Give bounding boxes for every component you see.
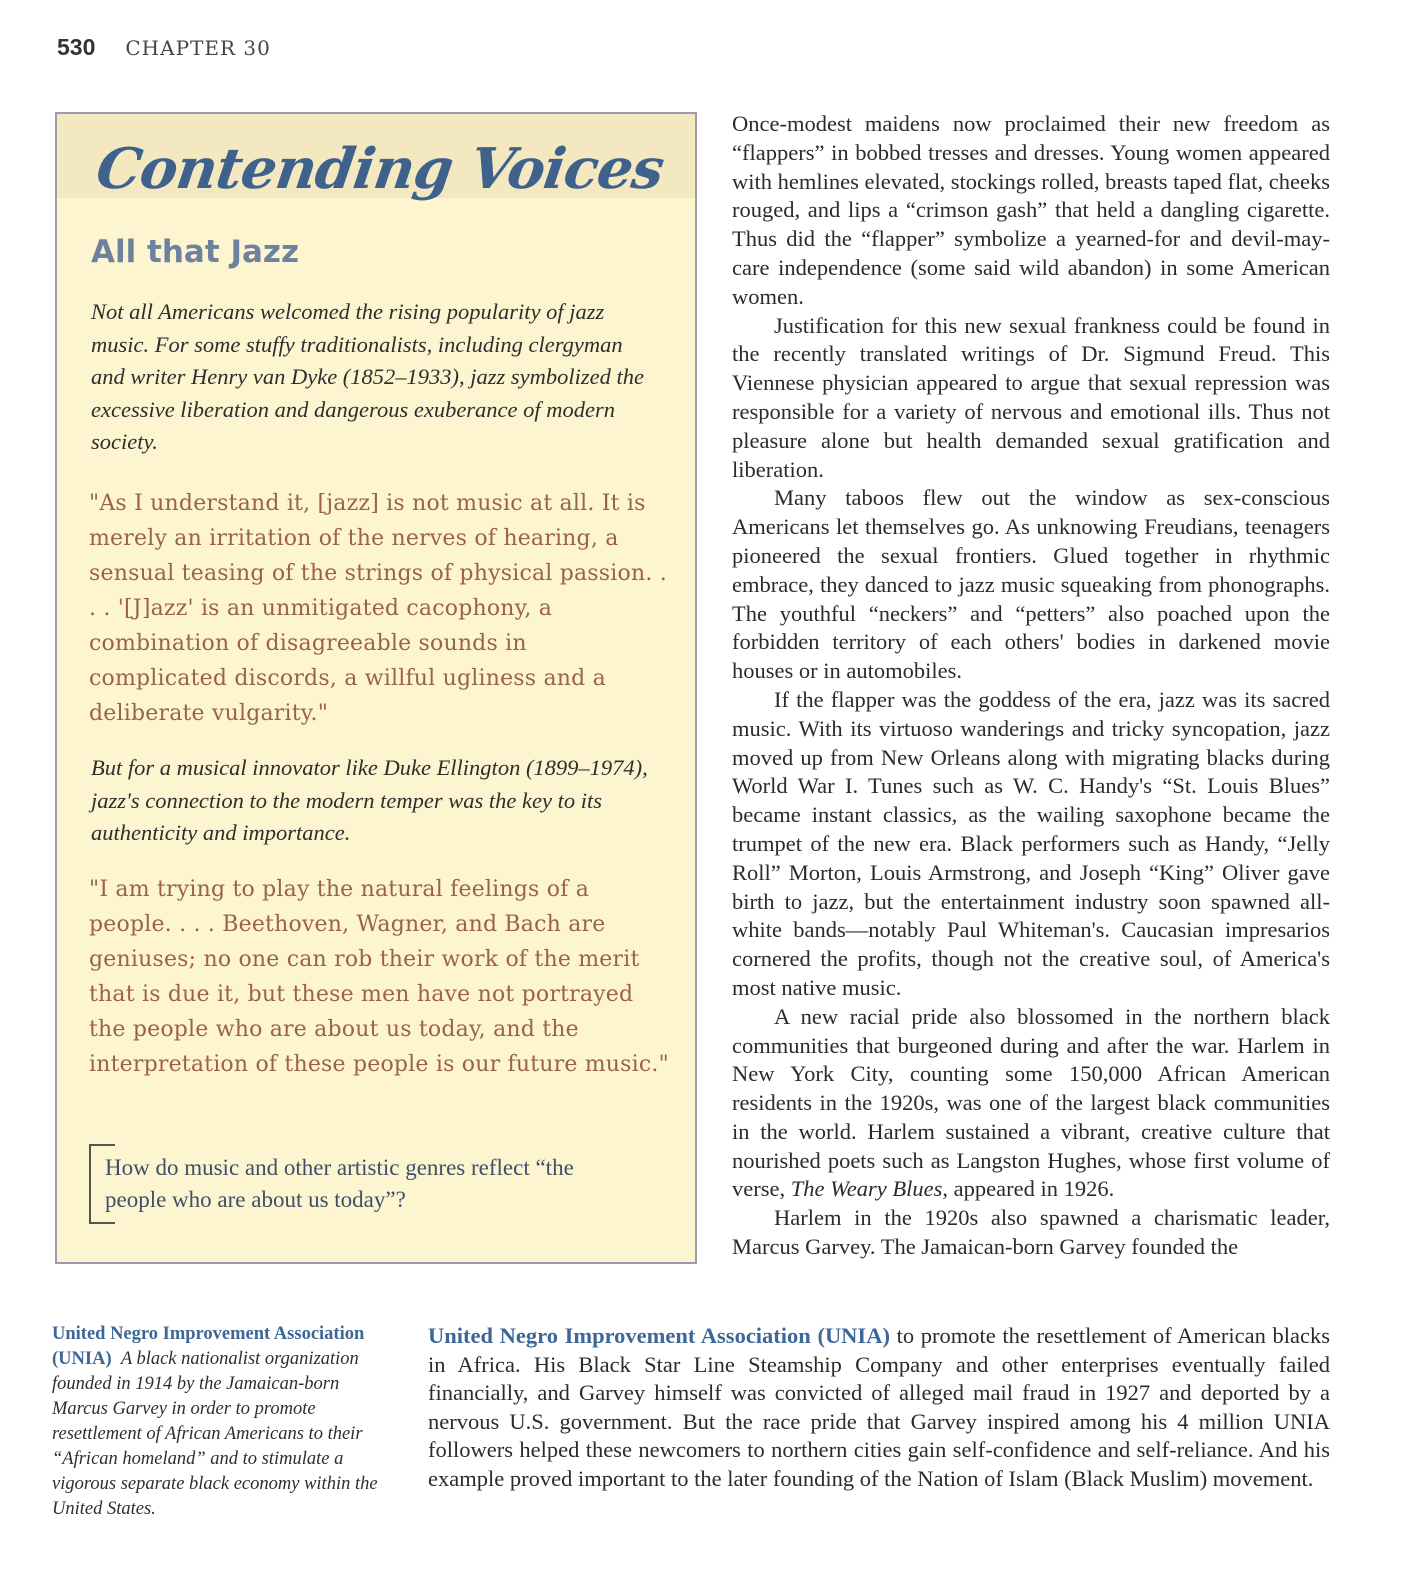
glossary-term: United Negro Improvement Association (UNIA)	[52, 1324, 365, 1369]
glossary-definition: A black nationalist organization founded in 1914 by the Jamaican-born Marcus Garvey in order to promote resettlement of African Americans to their “African homeland” and to stimulate a vigorous separate black economy within the United States.	[52, 1349, 378, 1519]
main-text-wide	[428, 1322, 1330, 1493]
main-text-column	[732, 110, 1330, 1262]
paragraph-taboos: Many taboos flew out the window as sex-conscious Americans let themselves go. As unknowing Freudians, teenagers pioneered the sexual frontiers. Glued together in rhythmic embrace, they danced to jazz music squeaking from phonographs. The youthful “neckers” and “petters” also poached upon the forbidden territory of each others' bodies in darkened movie houses or in automobiles.	[732, 485, 1330, 684]
paragraph-freud: Justification for this new sexual frankness could be found in the recently translated writings of Dr. Sigmund Freud. This Viennese physician appeared to argue that sexual repression was responsible for a variety of nervous and emotional ills. Thus not pleasure alone but health demanded sexual gratification and liberation.	[732, 312, 1330, 482]
running-head	[57, 34, 271, 61]
harlem-text-tail: , appeared in 1926.	[942, 1176, 1115, 1202]
feature-subtitle: All that Jazz	[91, 234, 299, 270]
van-dyke-quote: "As I understand it, [jazz] is not music at all. It is merely an irritation of the nerves of hearing, a sensual teasing of the strings of physical passion. . . . '[J]azz' is an unmitigated cacophony, a combination of disagreeable sounds in complicated discords, a willful ugliness and a deliberate vulgarity."	[89, 491, 667, 726]
harlem-text: A new racial pride also blossomed in the northern black communities that burgeoned during and after the war. Harlem in New York City, counting some 150,000 African American residents in the 1920s, was one of the largest black communities in the world. Harlem sustained a vibrant, creative culture that nourished poets such as Langston Hughes, whose first volume of verse,	[732, 1003, 1330, 1202]
paragraph-garvey: Harlem in the 1920s also spawned a charismatic leader, Marcus Garvey. The Jamaican-born Garvey founded the	[732, 1205, 1330, 1260]
weary-blues-title: The Weary Blues	[790, 1176, 943, 1202]
paragraph-harlem	[732, 1003, 1330, 1205]
feature-title: Contending Voices	[92, 136, 668, 202]
feature-intro: Not all Americans welcomed the rising popularity of jazz music. For some stuffy traditionalists, including clergyman and writer Henry van Dyke (1852–1933), jazz symbolized the excessive liberation and dangerous exuberance of modern society.	[91, 299, 645, 454]
paragraph-jazz: If the flapper was the goddess of the era, jazz was its sacred music. With its virtuoso wanderings and tricky syncopation, jazz moved up from New Orleans along with migrating blacks during World War I. Tunes such as W. C. Handy's “St. Louis Blues” became instant classics, as the wailing saxophone became the trumpet of the new era. Black performers such as Handy, “Jelly Roll” Morton, Louis Armstrong, and Joseph “King” Oliver gave birth to jazz, but the entertainment industry soon spawned all-white bands—notably Paul Whiteman's. Caucasian impresarios cornered the profits, though not the creative soul, of America's most native music.	[732, 686, 1330, 1000]
paragraph-unia	[428, 1322, 1330, 1493]
chapter-label: CHAPTER 30	[125, 36, 271, 60]
contending-voices-box	[55, 112, 697, 1264]
margin-glossary	[52, 1322, 397, 1522]
feature-intro-2: But for a musical innovator like Duke Ellington (1899–1974), jazz's connection to the modern temper was the key to its authenticity and importance.	[91, 755, 648, 845]
ellington-quote: "I am trying to play the natural feelings of a people. . . . Beethoven, Wagner, and Bach are geniuses; no one can rob their work of the merit that is due it, but these men have not portrayed the people who are about us today, and the interpretation of these people is our future music."	[89, 877, 669, 1077]
paragraph-flappers: Once-modest maidens now proclaimed their new freedom as “flappers” in bobbed tresses and dresses. Young women appeared with hemlines elevated, stockings rolled, breasts taped flat, cheeks rouged, and lips a “crimson gash” that held a dangling cigarette. Thus did the “flapper” symbolize a yearned-for and devil-may-care independence (some said wild abandon) in some American women.	[732, 111, 1330, 309]
key-term-unia: United Negro Improvement Association (UNIA)	[428, 1323, 890, 1348]
page-number: 530	[57, 34, 96, 60]
unia-text: to promote the resettlement of American blacks in Africa. His Black Star Line Steamship Company and other enterprises eventually failed financially, and Garvey himself was convicted of alleged mail fraud in 1927 and deported by a nervous U.S. government. But the race pride that Garvey inspired among his 4 million UNIA followers helped these newcomers to northern cities gain self-confidence and self-reliance. And his example proved important to the later founding of the Nation of Islam (Black Muslim) movement.	[428, 1323, 1330, 1491]
discussion-question: How do music and other artistic genres reflect “the people who are about us today”?	[89, 1144, 629, 1224]
